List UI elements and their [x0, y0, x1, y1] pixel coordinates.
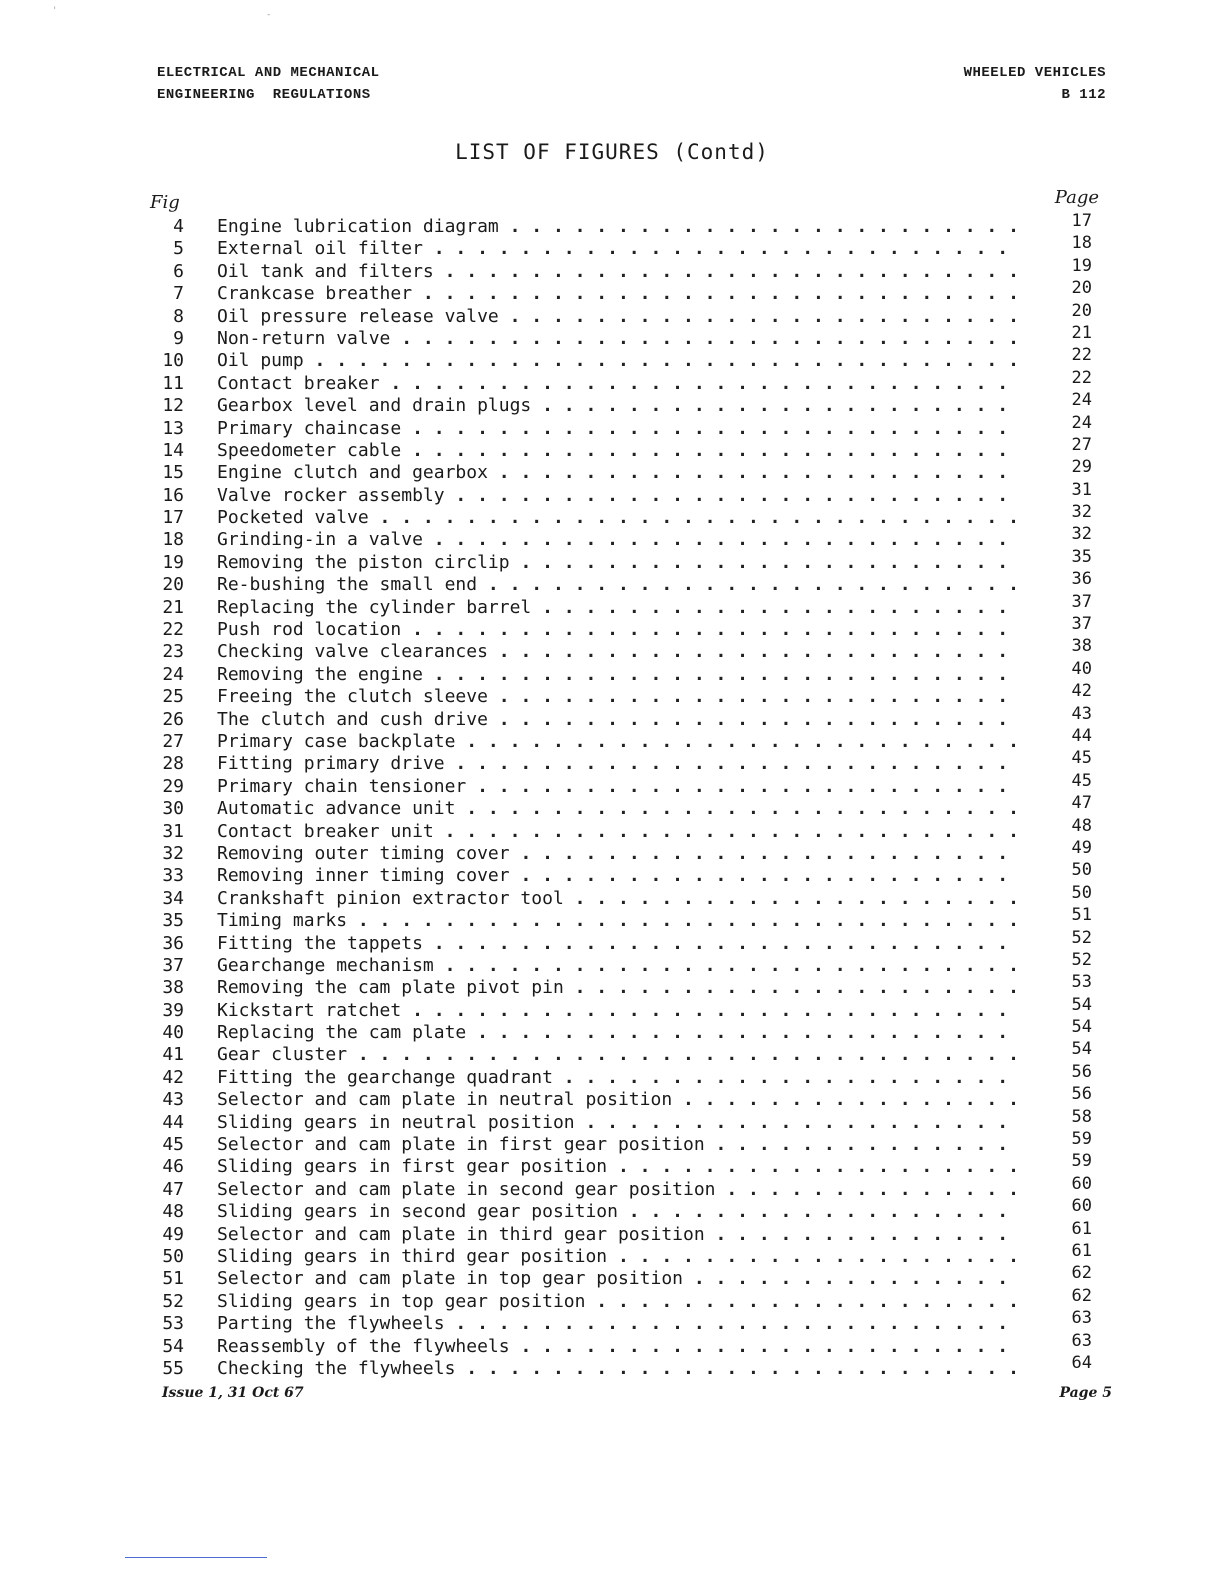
figure-page: 22 — [1071, 345, 1092, 366]
figure-title: Valve rocker assembly . . . — [217, 485, 1020, 507]
list-item — [150, 793, 1100, 820]
list-item — [150, 278, 1100, 305]
figure-number: 18 — [162, 529, 184, 551]
list-item — [150, 1352, 1100, 1380]
figure-number: 21 — [162, 596, 184, 618]
list-item — [150, 479, 1100, 507]
figure-title: Re-bushing the small end . . . — [217, 574, 1020, 596]
figure-title: Fitting primary drive . . . — [217, 753, 1020, 775]
figure-number: 29 — [162, 775, 184, 797]
figure-title: Oil tank and filters . . . — [217, 261, 1020, 283]
figure-number: 9 — [173, 327, 184, 349]
page-column-heading: Page — [1054, 187, 1099, 208]
figure-title: Fitting the gearchange quadrant . . . — [217, 1067, 1020, 1089]
figure-title: The clutch and cush drive . . . — [217, 709, 1020, 731]
figure-title: Sliding gears in second gear position . . . — [217, 1201, 1020, 1223]
figure-title: Contact breaker . . . — [217, 373, 1020, 395]
list-item — [150, 1263, 1100, 1290]
list-item — [150, 681, 1100, 708]
figure-number: 11 — [162, 372, 184, 394]
list-item — [150, 1173, 1100, 1201]
list-item — [150, 1308, 1100, 1335]
figure-number: 17 — [162, 507, 184, 529]
figure-title: Selector and cam plate in third gear position . . . — [217, 1224, 1020, 1246]
figure-page: 31 — [1071, 479, 1092, 500]
list-item — [150, 748, 1100, 775]
figure-page: 36 — [1071, 569, 1092, 590]
figure-page: 64 — [1071, 1352, 1092, 1373]
list-item — [150, 905, 1100, 932]
figure-title: Automatic advance unit . . . — [217, 798, 1020, 820]
figure-title: Removing the piston circlip . . . — [217, 552, 1020, 574]
figure-number: 7 — [173, 283, 184, 305]
figure-page: 21 — [1071, 322, 1092, 343]
list-item — [150, 882, 1100, 910]
scan-speck: ' — [52, 6, 58, 16]
figure-page: 56 — [1071, 1084, 1092, 1105]
figure-number: 8 — [173, 305, 184, 327]
figure-title: Crankshaft pinion extractor tool . . . — [217, 888, 1020, 910]
figure-page: 56 — [1071, 1061, 1092, 1082]
list-item — [150, 1196, 1100, 1223]
figure-number: 27 — [162, 730, 184, 752]
figure-title: Sliding gears in first gear position . . . — [217, 1156, 1020, 1178]
figure-page: 51 — [1071, 905, 1092, 926]
figure-page: 59 — [1071, 1129, 1092, 1150]
list-item — [150, 322, 1100, 350]
figure-title: Replacing the cylinder barrel . . . — [217, 597, 1020, 619]
header-left-line2: ENGINEERING REGULATIONS — [157, 87, 371, 103]
figure-title: Push rod location . . . — [217, 619, 1020, 641]
figure-page: 61 — [1071, 1218, 1092, 1239]
figure-page: 43 — [1071, 703, 1092, 724]
figure-title: Grinding-in a valve . . . — [217, 529, 1020, 551]
list-item — [150, 457, 1100, 484]
figure-number: 12 — [162, 395, 184, 417]
figure-page: 54 — [1071, 1039, 1092, 1060]
figure-page: 50 — [1071, 882, 1092, 903]
list-item — [150, 1106, 1100, 1134]
figure-number: 49 — [162, 1223, 184, 1245]
list-item — [150, 972, 1100, 999]
figure-number: 43 — [162, 1089, 184, 1111]
figure-title: Gearbox level and drain plugs . . . — [217, 395, 1020, 417]
figure-number: 6 — [173, 260, 184, 282]
figure-title: Selector and cam plate in second gear position . . . — [217, 1179, 1020, 1201]
figure-page: 37 — [1071, 614, 1092, 635]
figure-number: 52 — [162, 1290, 184, 1312]
figure-page: 47 — [1071, 793, 1092, 814]
figure-title: Sliding gears in third gear position . . . — [217, 1246, 1020, 1268]
figure-title: Primary chain tensioner . . . — [217, 776, 1020, 798]
figure-title: Freeing the clutch sleeve . . . — [217, 686, 1020, 708]
list-item — [150, 390, 1100, 417]
figure-number: 42 — [162, 1066, 184, 1088]
list-item — [150, 1285, 1100, 1313]
figure-title: Checking valve clearances . . . — [217, 641, 1020, 663]
figure-title: External oil filter . . . — [217, 238, 1020, 260]
figure-title: Replacing the cam plate . . . — [217, 1022, 1020, 1044]
figure-page: 54 — [1071, 1017, 1092, 1038]
fig-column-heading: Fig — [150, 192, 180, 213]
figure-number: 45 — [162, 1134, 184, 1156]
figure-number: 19 — [162, 551, 184, 573]
figure-title: Gear cluster . . . — [217, 1044, 1020, 1066]
list-item — [150, 994, 1100, 1022]
figure-number: 47 — [162, 1178, 184, 1200]
figure-title: Kickstart ratchet . . . — [217, 1000, 1020, 1022]
figure-page: 32 — [1071, 524, 1092, 545]
figure-title: Contact breaker unit . . . — [217, 821, 1020, 843]
list-item — [150, 524, 1100, 551]
list-item — [150, 1039, 1100, 1066]
figure-number: 39 — [162, 999, 184, 1021]
figure-page: 32 — [1071, 502, 1092, 523]
list-item — [150, 1330, 1100, 1358]
header-right — [964, 62, 1106, 106]
figure-page: 20 — [1071, 300, 1092, 321]
figure-title: Pocketed valve . . . — [217, 507, 1020, 529]
figure-page: 52 — [1071, 949, 1092, 970]
page-title: LIST OF FIGURES (Contd) — [455, 140, 769, 164]
figure-number: 36 — [162, 932, 184, 954]
list-item — [150, 725, 1100, 753]
figure-page: 19 — [1071, 255, 1092, 276]
figure-title: Parting the flywheels . . . — [217, 1313, 1020, 1335]
underline-link[interactable] — [125, 1557, 267, 1558]
figure-page: 29 — [1071, 457, 1092, 478]
figure-title: Sliding gears in top gear position . . . — [217, 1291, 1020, 1313]
list-item — [150, 345, 1100, 372]
figure-number: 41 — [162, 1044, 184, 1066]
figure-number: 40 — [162, 1022, 184, 1044]
figure-title: Non-return valve . . . — [217, 328, 1020, 350]
list-item — [150, 1061, 1100, 1089]
figure-number: 23 — [162, 641, 184, 663]
figure-page: 27 — [1071, 434, 1092, 455]
figure-page: 63 — [1071, 1308, 1092, 1329]
list-item — [150, 815, 1100, 843]
figure-page: 35 — [1071, 546, 1092, 567]
figure-number: 16 — [162, 484, 184, 506]
figure-page: 50 — [1071, 860, 1092, 881]
figure-page: 52 — [1071, 927, 1092, 948]
list-item — [150, 703, 1100, 731]
figure-title: Selector and cam plate in first gear position . . . — [217, 1134, 1020, 1156]
figure-page: 45 — [1071, 748, 1092, 769]
figure-number: 5 — [173, 238, 184, 260]
list-item — [150, 658, 1100, 686]
list-item — [150, 233, 1100, 260]
list-item — [150, 434, 1100, 462]
figure-page: 17 — [1071, 211, 1092, 231]
figure-page: 44 — [1071, 725, 1092, 746]
figure-number: 37 — [162, 954, 184, 976]
list-item — [150, 1151, 1100, 1178]
figure-title: Sliding gears in neutral position . . . — [217, 1112, 1020, 1134]
figure-page: 58 — [1071, 1106, 1092, 1127]
list-item — [150, 412, 1100, 440]
list-item — [150, 569, 1100, 596]
figure-title: Oil pump . . . — [217, 350, 1020, 372]
list-item — [150, 300, 1100, 328]
figure-title: Gearchange mechanism . . . — [217, 955, 1020, 977]
figure-title: Speedometer cable . . . — [217, 440, 1020, 462]
list-item — [150, 1240, 1100, 1268]
figure-number: 30 — [162, 798, 184, 820]
figure-number: 33 — [162, 865, 184, 887]
figure-number: 53 — [162, 1313, 184, 1335]
figure-title: Timing marks . . . — [217, 910, 1020, 932]
figure-page: 42 — [1071, 681, 1092, 702]
figure-title: Primary case backplate . . . — [217, 731, 1020, 753]
figure-number: 48 — [162, 1201, 184, 1223]
figure-number: 4 — [173, 216, 184, 237]
list-item — [150, 837, 1100, 865]
figure-number: 35 — [162, 910, 184, 932]
header-right-line2: B 112 — [1061, 87, 1106, 103]
list-item — [150, 211, 1100, 238]
header-left — [157, 62, 380, 106]
figure-number: 25 — [162, 686, 184, 708]
figure-title: Crankcase breather . . . — [217, 283, 1020, 305]
list-item — [150, 502, 1100, 529]
list-item — [150, 1017, 1100, 1044]
list-item — [150, 614, 1100, 641]
list-item — [150, 770, 1100, 798]
figure-title: Removing inner timing cover . . . — [217, 865, 1020, 887]
list-item — [150, 1084, 1100, 1111]
figure-page: 60 — [1071, 1196, 1092, 1217]
figure-title: Removing outer timing cover . . . — [217, 843, 1020, 865]
footer-page: Page 5 — [1059, 1385, 1112, 1401]
list-item — [150, 860, 1100, 887]
figure-title: Selector and cam plate in neutral position . . . — [217, 1089, 1020, 1111]
figure-page: 63 — [1071, 1330, 1092, 1351]
figure-number: 20 — [162, 574, 184, 596]
list-item — [150, 255, 1100, 283]
figure-number: 44 — [162, 1111, 184, 1133]
figure-page: 40 — [1071, 658, 1092, 679]
footer-issue: Issue 1, 31 Oct 67 — [162, 1385, 304, 1401]
figure-page: 59 — [1071, 1151, 1092, 1172]
figure-title: Reassembly of the flywheels . . . — [217, 1336, 1020, 1358]
figure-page: 24 — [1071, 390, 1092, 411]
figure-page: 60 — [1071, 1173, 1092, 1194]
list-item — [150, 591, 1100, 619]
figure-page: 38 — [1071, 636, 1092, 657]
list-item — [150, 636, 1100, 663]
figure-number: 31 — [162, 820, 184, 842]
figure-number: 28 — [162, 753, 184, 775]
list-item — [150, 546, 1100, 574]
figure-number: 32 — [162, 842, 184, 864]
figure-page: 18 — [1071, 233, 1092, 254]
header-left-line1: ELECTRICAL AND MECHANICAL — [157, 65, 380, 81]
figure-title: Fitting the tappets . . . — [217, 933, 1020, 955]
list-item — [150, 1218, 1100, 1246]
figure-number: 10 — [162, 350, 184, 372]
figure-title: Engine clutch and gearbox . . . — [217, 462, 1020, 484]
figure-title: Removing the engine . . . — [217, 664, 1020, 686]
figure-number: 38 — [162, 977, 184, 999]
figure-number: 51 — [162, 1268, 184, 1290]
figure-page: 37 — [1071, 591, 1092, 612]
figure-title: Checking the flywheels . . . — [217, 1358, 1020, 1380]
figure-page: 62 — [1071, 1285, 1092, 1306]
figure-page: 20 — [1071, 278, 1092, 299]
figure-list — [150, 211, 1100, 1380]
list-item — [150, 1129, 1100, 1156]
figure-page: 49 — [1071, 837, 1092, 858]
header-right-line1: WHEELED VEHICLES — [963, 65, 1106, 81]
figure-number: 26 — [162, 708, 184, 730]
figure-page: 22 — [1071, 367, 1092, 388]
figure-title: Selector and cam plate in top gear position . . . — [217, 1268, 1020, 1290]
figure-number: 55 — [162, 1357, 184, 1379]
figure-title: Engine lubrication diagram . . . — [217, 216, 1020, 238]
figure-page: 53 — [1071, 972, 1092, 993]
figure-number: 15 — [162, 462, 184, 484]
figure-page: 24 — [1071, 412, 1092, 433]
figure-title: Primary chaincase . . . — [217, 418, 1020, 440]
figure-page: 48 — [1071, 815, 1092, 836]
figure-number: 34 — [162, 887, 184, 909]
figure-title: Removing the cam plate pivot pin . . . — [217, 977, 1020, 999]
list-item — [150, 367, 1100, 395]
figure-number: 54 — [162, 1335, 184, 1357]
figure-number: 24 — [162, 663, 184, 685]
figure-number: 50 — [162, 1245, 184, 1267]
figure-page: 62 — [1071, 1263, 1092, 1284]
list-item — [150, 927, 1100, 955]
figure-number: 22 — [162, 619, 184, 641]
figure-page: 61 — [1071, 1240, 1092, 1261]
scan-speck: - — [266, 10, 272, 20]
list-item — [150, 949, 1100, 977]
figure-title: Oil pressure release valve . . . — [217, 306, 1020, 328]
figure-number: 46 — [162, 1156, 184, 1178]
figure-page: 54 — [1071, 994, 1092, 1015]
figure-number: 14 — [162, 439, 184, 461]
figure-page: 45 — [1071, 770, 1092, 791]
figure-number: 13 — [162, 417, 184, 439]
